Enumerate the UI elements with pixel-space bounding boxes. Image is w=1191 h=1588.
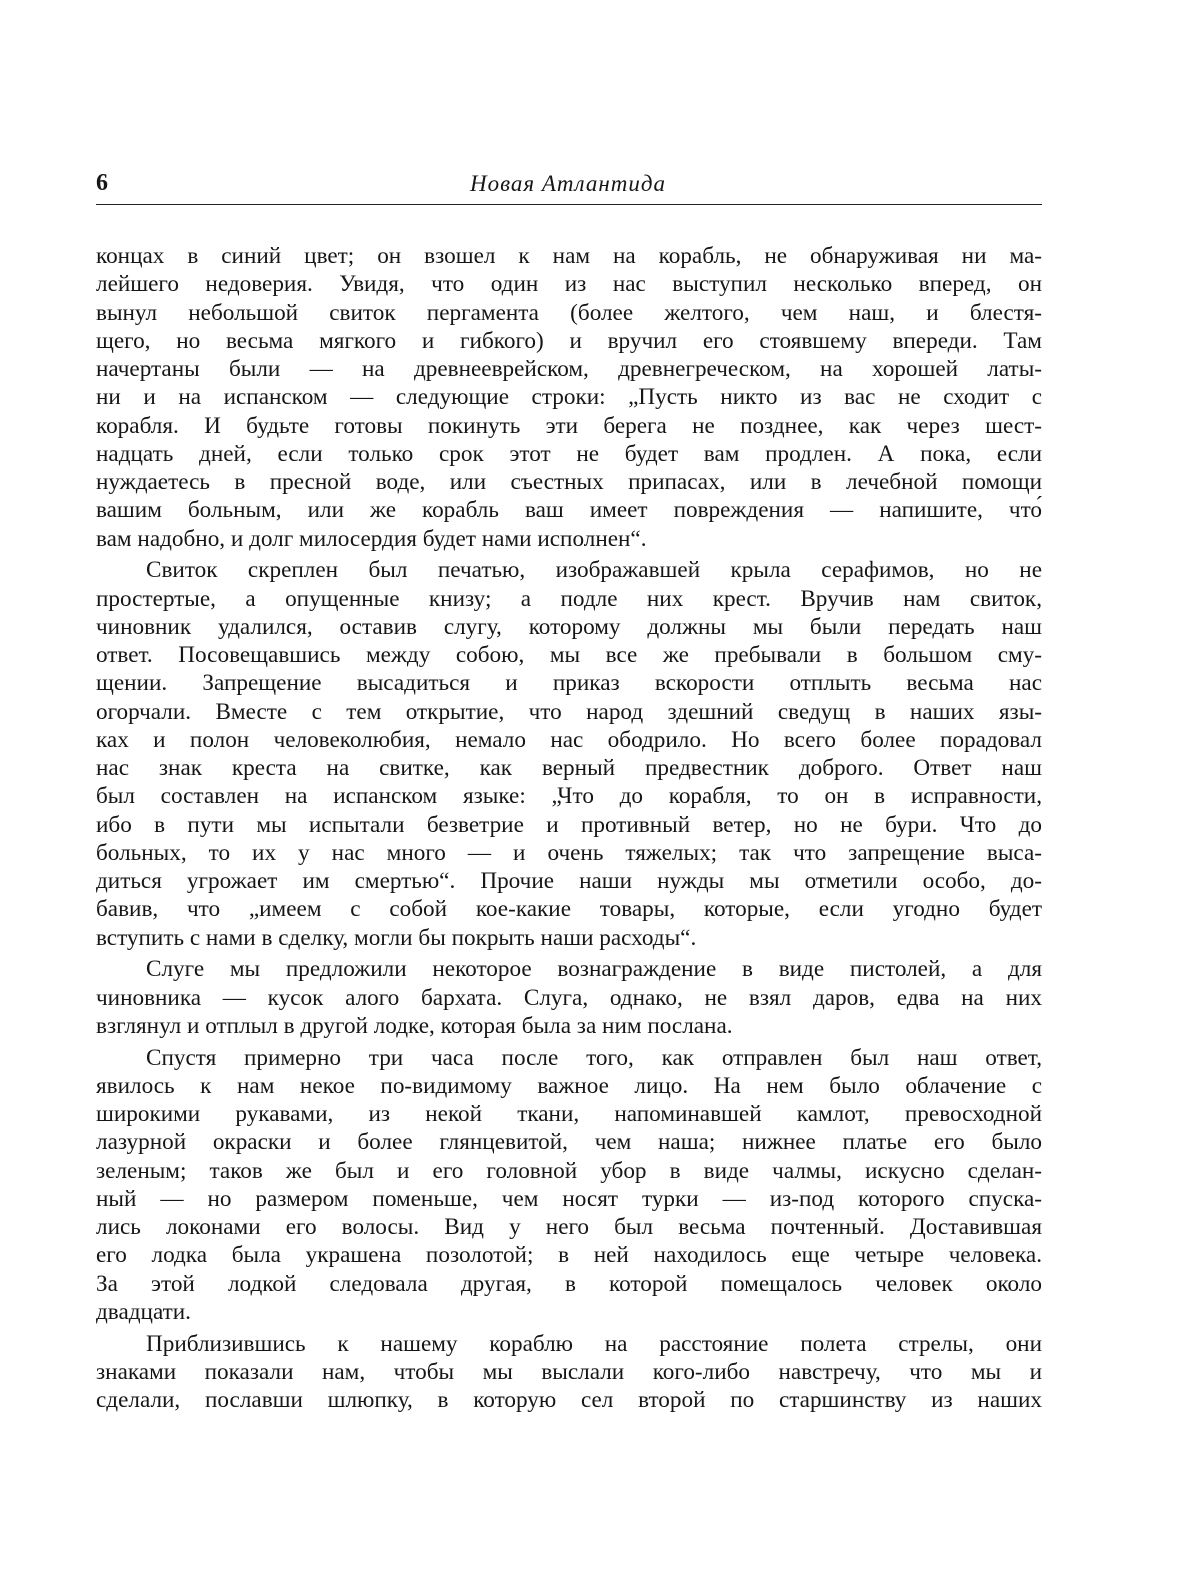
header-rule [96, 204, 1042, 205]
text-line: корабля. И будьте готовы покинуть эти берега не позднее, как через шест- [96, 412, 1042, 439]
text-line: щего, но весьма мягкого и гибкого) и вручил его стоявшему впереди. Там [96, 327, 1042, 354]
text-line: Свиток скреплен был печатью, изображавшей крыла серафимов, но не [146, 557, 1042, 584]
text-line: явилось к нам некое по-видимому важное лицо. На нем было облачение с [96, 1072, 1042, 1099]
text-line: лись локонами его волосы. Вид у него был весьма почтенный. Доставившая [96, 1214, 1042, 1240]
text-line: ный — но размером поменьше, чем носят турки — из-под которого спуска- [96, 1185, 1042, 1212]
text-line: диться угрожает им смертью“. Прочие наши нужды мы отметили особо, до- [96, 868, 1042, 894]
text-line: чиновник удалился, оставив слугу, которому должны мы были передать наш [96, 613, 1042, 640]
page-number: 6 [96, 170, 108, 196]
text-line: нуждаетесь в пресной воде, или съестных припасах, или в лечебной помощи [96, 469, 1042, 495]
text-line: широкими рукавами, из некой ткани, напоминавшей камлот, превосходной [96, 1101, 1042, 1127]
text-line: лейшего недоверия. Увидя, что один из нас выступил несколько вперед, он [96, 271, 1042, 298]
text-line: Приблизившись к нашему кораблю на расстояние полета стрелы, они [146, 1330, 1042, 1357]
text-line: больных, то их у нас много — и очень тяжелых; так что запрещение выса- [96, 839, 1042, 866]
text-line: сделали, пославши шлюпку, в которую сел второй по старшинству из наших [96, 1387, 1042, 1413]
text-line: нас знак креста на свитке, как верный предвестник доброго. Ответ наш [96, 755, 1042, 781]
text-line: ни и на испанском — следующие строки: „Пусть никто из вас не сходит с [96, 384, 1042, 411]
text-line: концах в синий цвет; он взошел к нам на корабль, не обнаруживая ни ма- [96, 243, 1042, 269]
text-line: вашим больным, или же корабль ваш имеет повреждения — напишите, что́ [96, 497, 1042, 524]
text-line: чиновника — кусок алого бархата. Слуга, однако, не взял даров, едва на них [96, 984, 1042, 1011]
text-line: Спустя примерно три часа после того, как отправлен был наш ответ, [146, 1044, 1042, 1071]
text-line: щении. Запрещение высадиться и приказ вскорости отплыть весьма нас [96, 670, 1042, 697]
text-line: Слуге мы предложили некоторое вознаграждение в виде пистолей, а для [146, 956, 1042, 983]
text-line: надцать дней, если только срок этот не будет вам продлен. А пока, если [96, 440, 1042, 467]
text-line: вступить с нами в сделку, могли бы покрыть наши расходы“. [96, 924, 697, 951]
text-line: За этой лодкой следовала другая, в которой помещалось человек около [96, 1270, 1042, 1297]
text-line: его лодка была украшена позолотой; в ней находилось еще четыре человека. [96, 1242, 1042, 1269]
text-line: зеленым; таков же был и его головной убор в виде чалмы, искусно сделан- [96, 1157, 1042, 1184]
text-line: ответ. Посовещавшись между собою, мы все же пребывали в большом сму- [96, 642, 1042, 668]
text-line: бавив, что „имеем с собой кое-какие товары, которые, если угодно будет [96, 896, 1042, 923]
text-line: вам надобно, и долг милосердия будет нами исполнен“. [96, 525, 647, 552]
text-line: был составлен на испанском языке: „Что до корабля, то он в исправности, [96, 783, 1042, 810]
text-line: вынул небольшой свиток пергамента (более желтого, чем наш, и блестя- [96, 299, 1042, 326]
text-line: лазурной окраски и более глянцевитой, чем наша; нижнее платье его было [96, 1129, 1042, 1156]
text-line: начертаны были — на древнееврейском, древнегреческом, на хорошей латы- [96, 356, 1042, 382]
text-line: ибо в пути мы испытали безветрие и противный ветер, но не бури. Что до [96, 811, 1042, 838]
text-line: огорчали. Вместе с тем открытие, что народ здешний сведущ в наших язы- [96, 698, 1042, 725]
text-line: взглянул и отплыл в другой лодке, которая была за ним послана. [96, 1012, 733, 1039]
running-title: Новая Атлантида [469, 171, 666, 196]
text-line: простертые, а опущенные книзу; а подле них крест. Вручив нам свиток, [96, 585, 1042, 612]
text-line: знаками показали нам, чтобы мы выслали кого-либо навстречу, что мы и [96, 1358, 1042, 1385]
text-line: двадцати. [96, 1298, 191, 1325]
text-line: ках и полон человеколюбия, немало нас ободрило. Но всего более порадовал [96, 726, 1042, 753]
